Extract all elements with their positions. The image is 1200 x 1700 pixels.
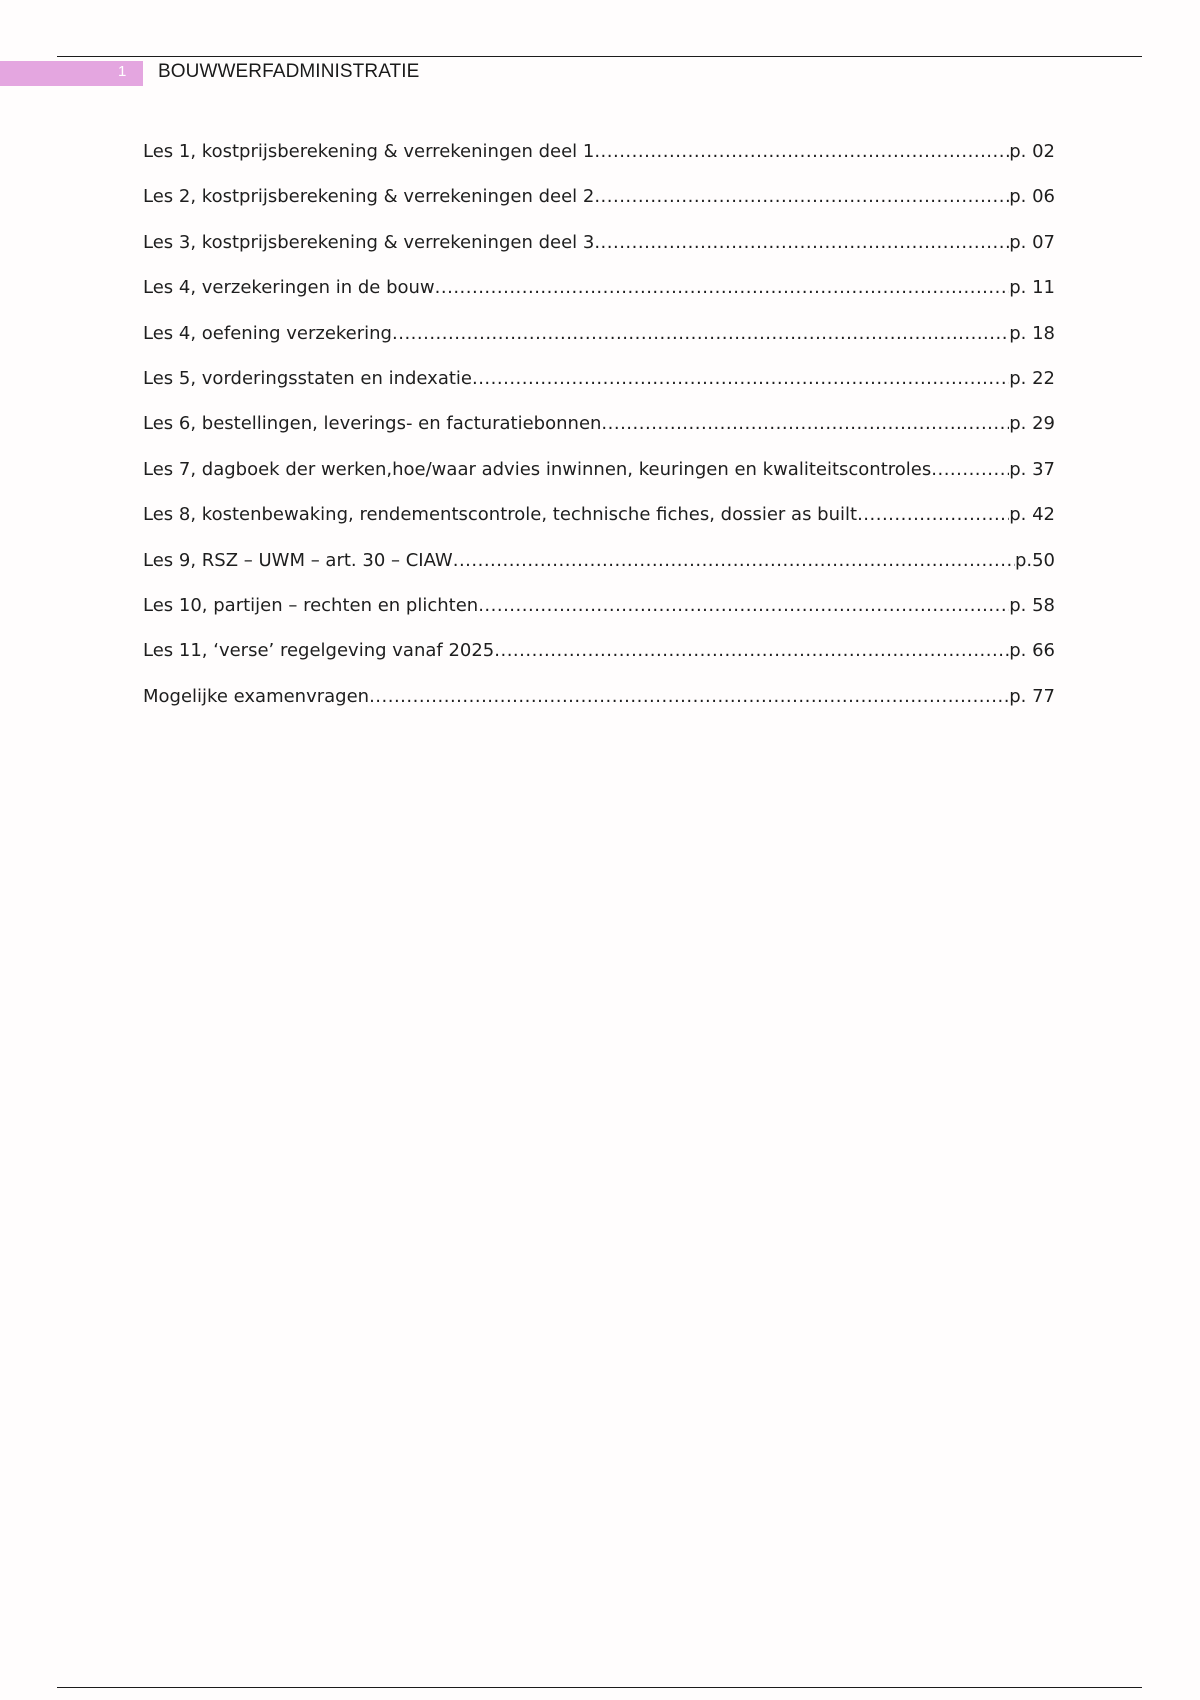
toc-dot-leader bbox=[594, 232, 1009, 253]
toc-entry-title: Les 1, kostprijsberekening & verrekeningen deel 1 bbox=[143, 141, 595, 162]
toc-entry-page: p. 37 bbox=[1009, 458, 1055, 480]
toc-dot-leader bbox=[369, 686, 1009, 707]
toc-entry-title: Les 4, oefening verzekering bbox=[143, 322, 392, 344]
header-rule bbox=[57, 56, 1142, 57]
toc-entry[interactable] bbox=[143, 186, 1055, 231]
toc-dot-leader bbox=[931, 459, 1009, 480]
footer-rule bbox=[57, 1687, 1142, 1688]
toc-entry-title: Les 10, partijen – rechten en plichten bbox=[143, 594, 479, 616]
toc-entry[interactable] bbox=[143, 504, 1055, 549]
toc-dot-leader bbox=[601, 413, 1009, 434]
toc-entry[interactable] bbox=[143, 141, 1055, 186]
toc-entry-page: p. 11 bbox=[1009, 277, 1055, 299]
toc-entry-title: Les 5, vorderingsstaten en indexatie bbox=[143, 367, 472, 389]
toc-entry-title: Les 9, RSZ – UWM – art. 30 – CIAW bbox=[143, 549, 453, 571]
toc-entry-title: Les 7, dagboek der werken,hoe/waar advies inwinnen, keuringen en kwaliteitscontroles bbox=[143, 458, 932, 480]
toc-dot-leader bbox=[435, 277, 1010, 298]
toc-entry[interactable] bbox=[143, 368, 1055, 413]
toc-entry-title: Mogelijke examenvragen bbox=[143, 685, 370, 707]
page-number: 1 bbox=[118, 63, 127, 80]
toc-entry[interactable] bbox=[143, 550, 1055, 595]
toc-entry[interactable] bbox=[143, 232, 1055, 277]
toc-entry-page: p.50 bbox=[1014, 549, 1055, 571]
toc-entry[interactable] bbox=[143, 459, 1055, 504]
toc-entry[interactable] bbox=[143, 640, 1055, 685]
toc-entry-page: p. 66 bbox=[1009, 640, 1055, 662]
toc-entry-title: Les 8, kostenbewaking, rendementscontrole, technische fiches, dossier as built bbox=[143, 504, 858, 526]
toc-entry[interactable] bbox=[143, 595, 1055, 640]
document-header-title: BOUWWERFADMINISTRATIE bbox=[158, 61, 420, 82]
toc-entry[interactable] bbox=[143, 323, 1055, 368]
toc-entry-page: p. 18 bbox=[1009, 322, 1055, 344]
toc-entry[interactable] bbox=[143, 413, 1055, 458]
toc-entry[interactable] bbox=[143, 277, 1055, 322]
toc-entry[interactable] bbox=[143, 686, 1055, 731]
toc-dot-leader bbox=[392, 323, 1009, 344]
toc-entry-title: Les 3, kostprijsberekening & verrekeningen deel 3 bbox=[143, 231, 595, 253]
toc-dot-leader bbox=[478, 595, 1009, 616]
toc-entry-title: Les 11, ‘verse’ regelgeving vanaf 2025 bbox=[143, 640, 495, 662]
toc-entry-page: p. 42 bbox=[1009, 504, 1055, 526]
toc-entry-page: p. 06 bbox=[1009, 186, 1055, 208]
toc-entry-page: p. 29 bbox=[1009, 413, 1055, 435]
toc-dot-leader bbox=[594, 186, 1009, 207]
toc-dot-leader bbox=[857, 504, 1009, 525]
toc-entry-page: p. 07 bbox=[1009, 231, 1055, 253]
table-of-contents bbox=[143, 141, 1055, 731]
toc-entry-title: Les 2, kostprijsberekening & verrekeningen deel 2 bbox=[143, 186, 595, 208]
toc-dot-leader bbox=[494, 640, 1009, 661]
toc-entry-page: p. 77 bbox=[1009, 685, 1055, 707]
toc-entry-title: Les 4, verzekeringen in de bouw bbox=[143, 277, 435, 299]
toc-dot-leader bbox=[453, 550, 1015, 571]
toc-entry-page: p. 58 bbox=[1009, 594, 1055, 616]
toc-dot-leader bbox=[472, 368, 1009, 389]
toc-dot-leader bbox=[594, 141, 1009, 162]
toc-entry-page: p. 02 bbox=[1009, 141, 1055, 162]
toc-entry-page: p. 22 bbox=[1009, 367, 1055, 389]
toc-entry-title: Les 6, bestellingen, leverings- en facturatiebonnen bbox=[143, 413, 602, 435]
